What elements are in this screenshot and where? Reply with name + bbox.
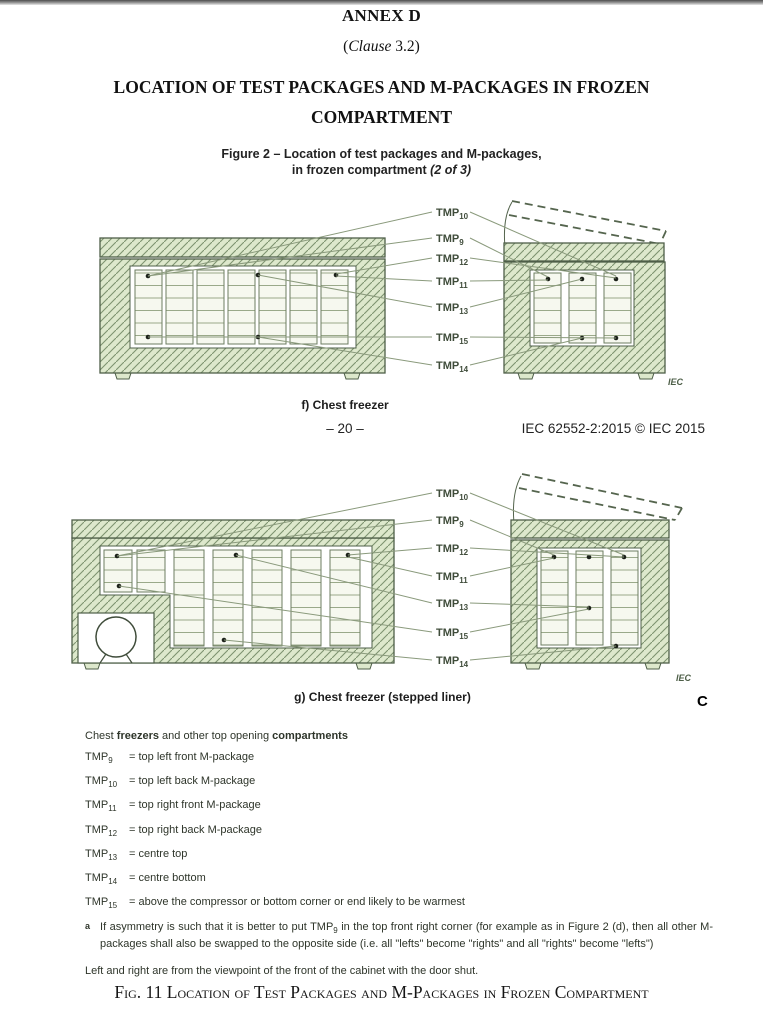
tmp-sub: 14	[108, 877, 118, 887]
tmp-sub: 10	[108, 780, 118, 790]
main-title-line1: LOCATION OF TEST PACKAGES AND M-PACKAGES IN FROZEN	[113, 77, 650, 97]
scan-edge-artifact	[0, 0, 763, 5]
tmp-label: $TMP_{14}$	[436, 360, 469, 374]
legend	[85, 730, 713, 977]
caption-g: g) Chest freezer (stepped liner)	[294, 690, 471, 704]
freezer-g-side-view	[511, 474, 692, 683]
tmp-base: TMP	[85, 799, 109, 812]
freezer-foot	[84, 663, 100, 669]
tmp-label: $TMP_{15}$	[436, 627, 469, 641]
freezer-foot	[525, 663, 541, 669]
clause-open: (	[343, 38, 349, 55]
open-lid-dashed-outline	[509, 201, 666, 244]
equals-sign: =	[129, 896, 136, 909]
package-stacks	[534, 273, 631, 343]
tmp-sub: 9	[333, 926, 338, 936]
package-stacks	[541, 551, 638, 645]
legend-entry	[85, 897, 713, 911]
freezer-lid	[504, 243, 664, 261]
tmp-label: $TMP_{10}$	[436, 488, 469, 502]
main-title	[0, 72, 763, 132]
tmp-base: TMP	[85, 823, 109, 836]
document-reference: IEC 62552-2:2015 © IEC 2015	[521, 421, 705, 436]
freezer-foot	[356, 663, 372, 669]
figure2-title	[0, 146, 763, 178]
footnote-marker: a	[85, 921, 91, 932]
tmp-label-column	[436, 207, 469, 374]
figure2-title-line2	[0, 162, 763, 178]
tmp-definition: centre top	[138, 847, 188, 860]
freezer-foot	[115, 373, 131, 379]
legend-entry	[85, 800, 713, 814]
freezer-foot	[645, 663, 661, 669]
package-stacks	[135, 270, 348, 344]
legend-entry	[85, 776, 713, 790]
legend-entry	[85, 873, 713, 887]
tmp-definition: above the compressor or bottom corner or end likely to be warmest	[138, 896, 465, 909]
figure2-title-line2-bold: in frozen compartment	[291, 163, 431, 177]
figure2-title-line2-italic: (2 of 3)	[430, 163, 472, 177]
tmp-sub: 11	[108, 804, 117, 814]
tmp-definition: top right front M-package	[138, 799, 261, 812]
tmp-base: TMP	[310, 921, 334, 934]
legend-entry	[85, 752, 713, 766]
tmp-label: $TMP_{11}$	[436, 571, 468, 585]
equals-sign: =	[129, 823, 136, 836]
freezer-lid	[72, 520, 394, 538]
tmp-sub: 15	[108, 901, 118, 911]
tmp-label: $TMP_{13}$	[436, 302, 469, 316]
tmp-label: $TMP_{13}$	[436, 598, 469, 612]
freezer-foot	[518, 373, 534, 379]
legend-heading-part: compartments	[272, 730, 348, 742]
iec-credit: IEC	[668, 377, 684, 387]
tmp-label-column	[436, 488, 469, 669]
freezer-f-front-view	[100, 238, 385, 379]
chest-freezer-stepped-diagram-g	[60, 458, 760, 698]
caption-f: f) Chest freezer	[301, 398, 389, 412]
tmp-definition: top left back M-package	[138, 775, 256, 788]
clause-reference	[0, 38, 763, 56]
footnote-text	[100, 921, 713, 951]
iec-credit: IEC	[676, 673, 692, 683]
tmp-label: $TMP_9$	[436, 515, 464, 529]
footnote-a	[85, 921, 713, 951]
tmp-label: $TMP_{10}$	[436, 207, 469, 221]
main-title-line2: COMPARTMENT	[311, 107, 452, 127]
legend-heading-part: freezers	[116, 730, 159, 742]
equals-sign: =	[129, 799, 136, 812]
tmp-base: TMP	[85, 847, 109, 860]
tmp-definition: top right back M-package	[138, 823, 263, 836]
annex-title: ANNEX D	[341, 6, 422, 25]
freezer-f-side-view	[504, 201, 684, 387]
freezer-foot	[638, 373, 654, 379]
viewpoint-note: Left and right are from the viewpoint of the front of the cabinet with the door shut.	[85, 964, 479, 977]
chest-freezer-diagram-f	[60, 186, 760, 396]
legend-heading-part: Chest	[85, 730, 117, 742]
open-lid-dashed-outline	[519, 474, 682, 520]
tmp-sub: 12	[108, 828, 118, 838]
tmp-sub: 13	[108, 852, 118, 862]
figure2-title-line1: Figure 2 – Location of test packages and M-packages,	[221, 147, 542, 161]
tmp-label: $TMP_{12}$	[436, 543, 469, 557]
freezer-lid	[511, 520, 669, 538]
compressor-icon	[96, 617, 136, 657]
legend-entry	[85, 849, 713, 863]
clause-word: Clause	[348, 38, 392, 55]
equals-sign: =	[129, 847, 136, 860]
tmp-label: $TMP_{11}$	[436, 276, 468, 290]
legend-entry	[85, 825, 713, 839]
freezer-lid	[100, 238, 385, 257]
tmp-definition: centre bottom	[138, 871, 206, 884]
tmp-label: $TMP_{15}$	[436, 332, 469, 346]
tmp-base: TMP	[85, 896, 109, 909]
tmp-base: TMP	[85, 775, 109, 788]
legend-heading	[85, 730, 713, 742]
equals-sign: =	[129, 871, 136, 884]
tmp-definition: top left front M-package	[138, 751, 255, 763]
footnote-pre: If asymmetry is such that it is better to put	[100, 921, 311, 934]
freezer-foot	[344, 373, 360, 379]
tmp-label: $TMP_9$	[436, 233, 464, 247]
clause-rest: 3.2)	[391, 38, 420, 55]
tmp-base: TMP	[85, 871, 109, 884]
tmp-sub: 9	[108, 756, 113, 766]
stray-annotation-mark: C	[697, 693, 708, 710]
page-number: – 20 –	[326, 421, 364, 436]
figure11-caption: Fig. 11 Location of Test Packages and M-Packages in Frozen Compartment	[114, 982, 649, 1002]
equals-sign: =	[129, 751, 136, 763]
legend-heading-part: and other top opening	[159, 730, 273, 742]
equals-sign: =	[129, 775, 136, 788]
tmp-base: TMP	[85, 751, 109, 763]
tmp-label: $TMP_{12}$	[436, 253, 469, 267]
tmp-label: $TMP_{14}$	[436, 655, 469, 669]
footnote-post: in the top front right corner (for example as in Figure 2 (d), then all other M-packages shall also be swapped to the opposite side (i.e. all "lefts" become "rights" and all "rights" become "lefts")	[100, 921, 713, 950]
